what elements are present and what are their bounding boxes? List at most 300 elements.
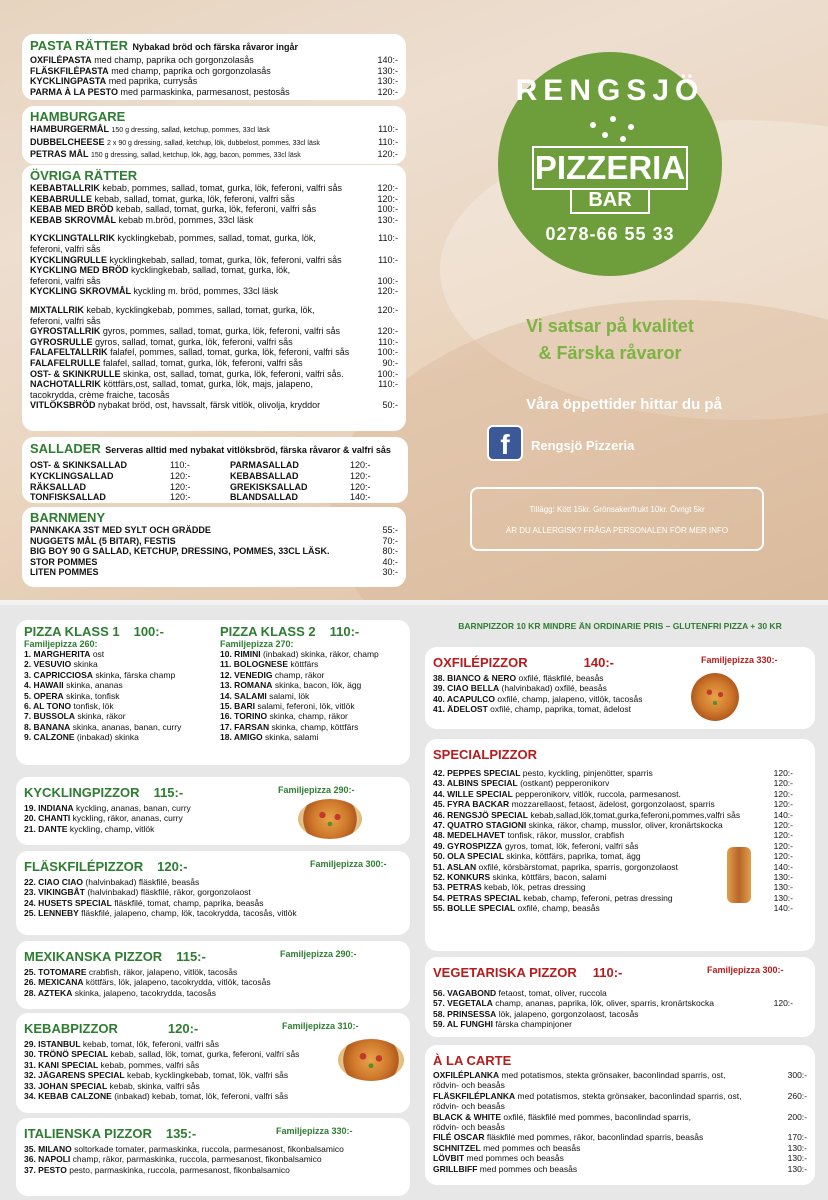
menu-item-text [30,276,360,287]
menu-item-desc: feferoni, valfri sås [30,275,101,286]
section-price: 115:- [153,785,184,800]
section-price: 100:- [133,624,164,639]
menu-item [30,233,398,244]
pizza-name: 59. AL FUNGHI [433,1019,493,1030]
pizza-name: 11. BOLOGNESE [220,659,289,670]
pizza-toppings: (inbakad) skinka, räkor, champ [263,649,379,659]
pizza-name: 6. AL TONO [24,701,72,712]
menu-item-text [30,337,360,348]
pizza-toppings: köttfärs [290,659,319,670]
pizza-item [433,789,793,799]
family-pizza-price: Familjepizza 330:- [701,655,778,665]
pizza-text [433,1112,773,1122]
menu-item-name: VITLÖKSBRÖD [30,400,96,411]
pizza-text [433,1019,759,1029]
pizza-item [433,1080,807,1090]
pizza-toppings: färska champinjoner [495,1019,572,1030]
pizza-name: 9. CALZONE [24,732,75,743]
pizza-toppings: med potatismos, stekta grönsaker, baconlindad sparris, ost, [501,1070,726,1080]
pizza-price [773,1080,807,1090]
pizza-name: 24. HUSETS SPECIAL [24,897,112,908]
pizza-name: 14. SALAMI [220,690,267,701]
menu-item-text [30,233,360,244]
pizza-photo [691,673,739,721]
pizza-price: 130:- [773,882,793,893]
pizza-item [433,810,793,820]
pizza-toppings: kebab, sallad, lök, tomat, gurka, feferoni, valfri sås [110,1049,300,1060]
pizza-toppings: (inbakad) kebab, tomat, lök, feferoni, valfri sås [114,1091,289,1102]
pizza-price: 130:- [787,1142,807,1153]
menu-item [30,194,398,205]
pizza-price [773,1101,807,1111]
pizza-toppings: champ, ananas, paprika, lök, oliver, sparris, kronärtskocka [495,998,714,1009]
family-pizza-price: Familjepizza 260: [24,639,98,649]
ovriga-ratter-section [22,165,406,431]
pizza-item [24,967,402,977]
menu-item-text [30,76,360,87]
pizza-toppings: lök, jalapeno, gorgonzolaost, tacosås [498,1008,639,1019]
section-title: PIZZA KLASS 2 [220,624,316,639]
pizza-item [24,898,402,908]
menu-item-name: PANNKAKA 3ST MED SYLT OCH GRÄDDE [30,525,211,535]
pizza-item [24,659,220,669]
pizza-toppings: skinka, jalapeno, tacokrydda, tacosås [74,987,216,998]
pizza-name: FLÄSKFILÉPLANKA [433,1090,516,1101]
menu-item-price: 110:- [378,336,398,347]
menu-item-name: BIG BOY 90 G SALLAD, KETCHUP, DRESSING, POMMES, 33CL LÄSK. [30,546,330,557]
menu-item [30,204,398,215]
logo-bar: BAR [570,188,650,214]
pizza-name: 23. VIKINGBÅT [24,887,85,898]
salad-name: KYCKLINGSALLAD [30,470,114,481]
pizza-item [433,1164,807,1174]
menu-item-text [30,87,360,98]
pizza-name: 40. ACAPULCO [433,693,496,704]
menu-item-price: 120:- [377,149,398,160]
menu-item-price: 130:- [377,76,398,87]
pizza-item [433,1143,807,1153]
pizza-toppings: kebab, pommes, valfri sås [100,1059,200,1070]
pizza-name: 49. GYROSPIZZA [433,840,503,851]
pizza-toppings: skinka, köttfärs, bacon, salami [492,872,607,883]
pizza-toppings: oxfilé, champ, paprika, tomat, ädelost [490,704,631,715]
pizza-item [24,988,402,998]
pizza-toppings: med potatismos, stekta grönsaker, baconlindad sparris, ost, [517,1090,742,1101]
menu-item-text [30,305,360,316]
pizza-name: 3. CAPRICCIOSA [24,669,93,680]
pizza-toppings: (halvinbakad) oxfilé, beasås [501,683,607,694]
pizza-text [433,851,759,861]
menu-item-name: KEBAB SKROVMÅL [30,214,117,225]
menu-item-price: 130:- [377,65,398,76]
pizza-item [24,1091,402,1101]
pizza-name: LÖVBIT [433,1153,465,1164]
pizza-toppings: med pommes och beasås [479,1163,578,1174]
menu-item-price: 40:- [382,556,398,567]
pizza-name: 46. RENGSJÖ SPECIAL [433,809,528,820]
pizza-toppings: kebab, lök, petras dressing [484,882,586,893]
menu-item-text [30,255,360,266]
sallader-section [22,437,408,503]
menu-item-price: 120:- [377,326,398,337]
pizza-name: 16. TORINO [220,711,268,722]
salad-name: KEBABSALLAD [230,470,299,481]
section-title: SPECIALPIZZOR [433,747,538,762]
pizza-text [433,841,759,851]
pizza-name: BLACK & WHITE [433,1111,501,1122]
menu-item-text [30,215,360,226]
pizza-price: 120:- [773,830,793,841]
pizza-item [24,691,220,701]
menu-item-text [30,536,360,547]
menu-item-desc: feferoni, valfri sås [30,315,101,326]
salad-price: 110:- [170,460,190,470]
section-title: SALLADER [30,441,101,456]
salad-grid [30,460,400,503]
logo-dot [602,132,608,138]
pizzeria-logo [498,52,722,276]
pizza-price: 140:- [773,809,793,820]
pizza-item [433,694,807,704]
pizza-name: 5. OPERA [24,690,64,701]
facebook-icon: f [487,425,523,461]
pizza-toppings: fläskfilé, jalapeno, champ, lök, tacokrydda, tacosås, vitlök [81,908,297,919]
salad-price: 120:- [350,470,371,481]
pizza-photo [338,1039,404,1081]
pizza-price: 120:- [773,820,793,831]
logo-dot [628,124,634,130]
pizza-price: 120:- [773,851,793,862]
pizza-toppings: ost [92,649,105,659]
pizza-text [433,778,759,788]
menu-item [30,525,398,536]
pizza-name: 19. INDIANA [24,803,74,813]
menu-item [30,358,398,369]
pizza-toppings: (ostkant) pepperonikorv [520,778,610,789]
menu-item-text [30,265,360,276]
pizza-name: 26. MEXICANA [24,977,84,988]
salad-name: PARMASALLAD [230,460,299,470]
pizza-toppings: oxfilé, fläskfilé, beasås [518,673,604,683]
kids-pizza-notice: BARNPIZZOR 10 KR MINDRE ÄN ORDINARIE PRIS – GLUTENFRI PIZZA + 30 KR [458,621,782,631]
menu-item-desc: gyros, pommes, sallad, tomat, gurka, lök, feferoni, valfri sås [102,326,340,337]
menu-item [30,337,398,348]
pizza-text [433,789,759,799]
pizza-item [433,1091,807,1101]
menu-item [30,286,398,297]
menu-item-desc: skinka, ost, sallad, tomat, gurka, lök, feferoni, valfri sås. [123,368,344,379]
pizza-price: 120:- [773,768,793,778]
pizza-name: 35. MILANO [24,1144,72,1154]
menu-item-name: KYCKLINGPASTA [30,76,107,87]
pizza-item [24,670,220,680]
pizza-text [433,1080,773,1090]
menu-item-name: FALAFELRULLE [30,357,101,368]
pizza-toppings: kebab, skinka, valfri sås [109,1080,200,1091]
pizza-toppings: fläskfilé, tomat, champ, paprika, beasås [114,897,264,908]
pizza-name: 58. PRINSESSA [433,1008,497,1019]
section-price: 110:- [592,965,623,980]
pizza-toppings: skinka, tonfisk [66,690,120,701]
salad-name: GREKISKSALLAD [230,481,308,492]
pizza-item [433,1132,807,1142]
pizza-name: 13. ROMANA [220,680,273,691]
menu-item-price: 110:- [378,124,398,134]
family-pizza-price: Familjepizza 270: [220,639,294,649]
pizza-item [433,704,807,714]
pizza-name: 12. VENEDIG [220,669,273,680]
pizza-price: 130:- [787,1163,807,1174]
pizza-item [433,988,793,998]
menu-item-text [30,525,360,536]
pizza-item [433,903,793,913]
menu-item-price: 80:- [382,546,398,557]
section-title: OXFILÉPIZZOR [433,655,528,670]
pizza-toppings: skinka, bacon, lök, ägg [274,680,362,691]
pizza-text [433,799,759,809]
menu-item-text [30,66,360,77]
menu-item [30,265,398,276]
menu-item-desc: kebab m.bröd, pommes, 33cl läsk [118,214,254,225]
menu-item [30,124,398,137]
menu-item-desc: 150 g dressing, sallad, ketchup, pommes, 33cl läsk [111,127,270,134]
pizza-name: 39. CIAO BELLA [433,683,500,694]
menu-item-name: KYCKLINGTALLRIK [30,233,115,244]
menu-item [30,390,398,401]
pizza-item [220,649,400,659]
menu-item [30,347,398,358]
pizza-name: 57. VEGETALA [433,998,493,1009]
pizza-name: 1. MARGHERITA [24,649,91,659]
pizza-name: 43. ALBINS SPECIAL [433,778,518,789]
pizza-toppings: skinka, ananas [66,680,123,691]
pizza-toppings: skinka, räkor [77,711,126,722]
menu-item-price: 100:- [377,368,398,379]
menu-item-name: NUGGETS MÅL (5 BITAR), FESTIS [30,535,176,546]
pizza-item [220,670,400,680]
pizza-toppings: oxfilé, champ, beasås [517,903,600,914]
pizza-toppings: mozzarellaost, fetaost, ädelost, gorgonzolaost, sparris [511,799,715,810]
menu-item-name: MIXTALLRIK [30,304,84,315]
menu-item-desc: gyros, sallad, tomat, gurka, lök, feferoni, valfri sås [95,336,293,347]
pizza-toppings: fetaost, tomat, oliver, ruccola [498,988,607,998]
menu-item-desc: kycklingkebab, sallad, tomat, gurka, lök, feferoni, valfri sås [109,254,342,265]
menu-item-text [30,286,360,297]
slogan-line-1: Vi satsar på kvalitet [526,316,694,336]
hamburgare-section [22,106,406,164]
pizza-text [433,810,759,820]
pizza-toppings: skinka, champ, köttfärs [271,721,359,732]
pizza-toppings: kebab, tomat, lök, feferoni, valfri sås [82,1039,219,1049]
menu-item-price: 90:- [382,357,398,368]
pizza-text [433,1143,773,1153]
pizza-item [433,1122,807,1132]
pasta-section [22,34,406,100]
pizza-text [433,882,759,892]
pizza-name: 37. PESTO [24,1164,67,1175]
menu-item-text [30,316,360,327]
pizza-item [24,1144,402,1154]
pizza-text [433,1132,773,1142]
menu-item [30,244,398,255]
menu-item-text [30,557,360,568]
menu-item-price: 100:- [377,204,398,215]
menu-item-text [30,567,360,578]
pizza-toppings: salami, lök [269,690,310,701]
menu-item-text [30,124,360,137]
pizza-name: 20. CHANTI [24,813,71,824]
menu-item [30,215,398,226]
pizza-name: 8. BANANA [24,721,71,732]
pizza-toppings: pepperonikorv, vitlök, ruccola, parmesanost. [515,788,681,799]
menu-item [30,567,398,578]
pizza-item [220,701,400,711]
menu-item-desc: feferoni, valfri sås [30,243,101,254]
pizza-text [433,872,759,882]
pizza-text [433,903,759,913]
vegetariska-pizzor-section [425,957,815,1037]
pizza-name: 25. LENNEBY [24,908,79,919]
menu-item [30,536,398,547]
menu-item-desc: tacokrydda, crème fraiche, tacosås [30,389,170,400]
pizza-item [433,799,793,809]
logo-dot [620,136,626,142]
menu-item-price [360,390,398,401]
pizza-item [433,1019,793,1029]
pizza-name: 17. FARSAN [220,721,270,732]
pizza-toppings: gyros, tomat, lök, feferoni, valfri sås [504,840,639,851]
menu-item-desc: falafel, sallad, tomat, gurka, lök, feferoni, valfri sås [103,357,303,368]
section-title: MEXIKANSKA PIZZOR [24,949,163,964]
menu-item-price: 110:- [378,136,398,147]
menu-item-desc: köttfärs,ost, sallad, tomat, gurka, lök, majs, jalapeno, [103,379,313,390]
menu-item [30,183,398,194]
menu-item [30,546,398,557]
pizza-toppings: rödvin- och beasås [433,1080,505,1091]
menu-item-price [360,244,398,255]
pizza-name: 15. BARI [220,701,255,712]
pizza-text [433,1009,759,1019]
salad-name: OST- & SKINKSALLAD [30,460,128,470]
menu-item-text [30,546,360,557]
pizza-toppings: skinka [73,659,98,670]
pizza-toppings: crabfish, räkor, jalapeno, vitlök, tacosås [88,967,238,977]
section-title: À LA CARTE [433,1053,512,1068]
menu-item-price: 100:- [377,347,398,358]
menu-pizza-page [0,605,828,1200]
menu-item [30,557,398,568]
menu-item-name: FLÄSKFILÉPASTA [30,65,109,76]
pizza-item [220,711,400,721]
menu-item-text [30,379,360,390]
pizza-text [433,1091,773,1101]
pizza-price: 120:- [773,998,793,1009]
pizza-toppings: (halvinbakad) fläskfilé, räkor, gorgonzolaost [87,887,251,898]
pizza-toppings: kebab, kycklingkebab, tomat, lök, valfri sås [127,1070,289,1081]
menu-item-name: STOR POMMES [30,556,98,567]
pizza-name: 7. BUSSOLA [24,711,76,722]
info-box [470,487,764,551]
menu-item [30,369,398,380]
menu-item-name: KYCKLINGRULLE [30,254,107,265]
pizza-toppings: oxfilé, körsbärstomat, paprika, sparris, gorgonzolaost [478,861,678,872]
pizza-name: 31. KANI SPECIAL [24,1059,99,1070]
section-title: HAMBURGARE [30,109,126,124]
section-title: PIZZA KLASS 1 [24,624,120,639]
family-pizza-price: Familjepizza 300:- [707,965,784,975]
facebook-page-name: Rengsjö Pizzeria [531,438,635,453]
pizza-name: 21. DANTE [24,823,68,834]
menu-item [30,379,398,390]
menu-item-text [30,194,360,205]
pizza-item [24,887,402,897]
menu-item-text [30,400,360,411]
barnmeny-section [22,507,406,587]
pizza-toppings: (inbakad) skinka [76,732,139,743]
menu-item-price: 120:- [377,286,398,297]
menu-item-desc: kebab, sallad, tomat, gurka, lök, feferoni, valfri sås [94,193,295,204]
pizza-price: 120:- [773,799,793,810]
section-price: 120:- [157,859,188,874]
pizza-item [433,1101,807,1111]
pizza-toppings: kyckling, räkor, ananas, curry [72,813,183,824]
kebabpizzor-section [16,1013,410,1113]
pizza-toppings: skinka, ananas, banan, curry [72,721,182,732]
pizza-toppings: fläskfilé med pommes, räkor, baconlindad sparris, beasås [486,1132,704,1143]
section-title: ITALIENSKA PIZZOR [24,1126,152,1141]
menu-item [30,276,398,287]
pizza-toppings: kyckling, champ, vitlök [69,823,155,834]
pizza-item [220,722,400,732]
phone-number: 0278-66 55 33 [545,224,675,244]
pizza-toppings: med pommes och beasås [466,1153,564,1164]
logo-dot [610,116,616,122]
pizza-item [24,649,220,659]
menu-item [30,326,398,337]
pizza-name: 42. PEPPES SPECIAL [433,768,521,778]
menu-item-name: KYCKLING MED BRÖD [30,265,129,276]
menu-item-desc: med paprika, currysås [108,76,198,87]
flaskfilepizzor-section [16,851,410,935]
menu-item-name: KEBABTALLRIK [30,183,100,193]
pizza-photo [298,799,362,839]
menu-item-price [360,316,398,327]
menu-item-price: 30:- [382,567,398,578]
pizza-text [433,1070,773,1080]
menu-item-desc: kycklingkebab, sallad, tomat, gurka, lök, [131,265,291,276]
menu-item-name: OXFILÉPASTA [30,55,92,65]
pizza-toppings: skinka, köttfärs, paprika, tomat, ägg [506,851,641,862]
menu-item [30,255,398,266]
salad-price: 120:- [170,492,191,503]
pizza-toppings: kebab, champ, feferoni, petras dressing [523,892,673,903]
menu-item-desc: med parmaskinka, parmesanost, pestosås [120,86,290,97]
pizza-item [433,820,793,830]
section-price: 115:- [176,949,206,964]
menu-item-name: GYROSRULLE [30,336,93,347]
menu-item-price: 140:- [377,55,398,65]
pizza-item [433,1070,807,1080]
pizza-item [220,680,400,690]
pizza-toppings: skinka, räkor, champ, musslor, oliver, kronärtskocka [528,820,723,831]
pizza-price: 170:- [787,1132,807,1143]
menu-item-price: 110:- [378,254,398,265]
menu-item-text [30,137,360,150]
menu-item [30,316,398,327]
pizza-item [220,732,400,742]
pizza-toppings: salami, feferoni, lök, vitlök [257,701,355,712]
pizza-item [24,722,220,732]
